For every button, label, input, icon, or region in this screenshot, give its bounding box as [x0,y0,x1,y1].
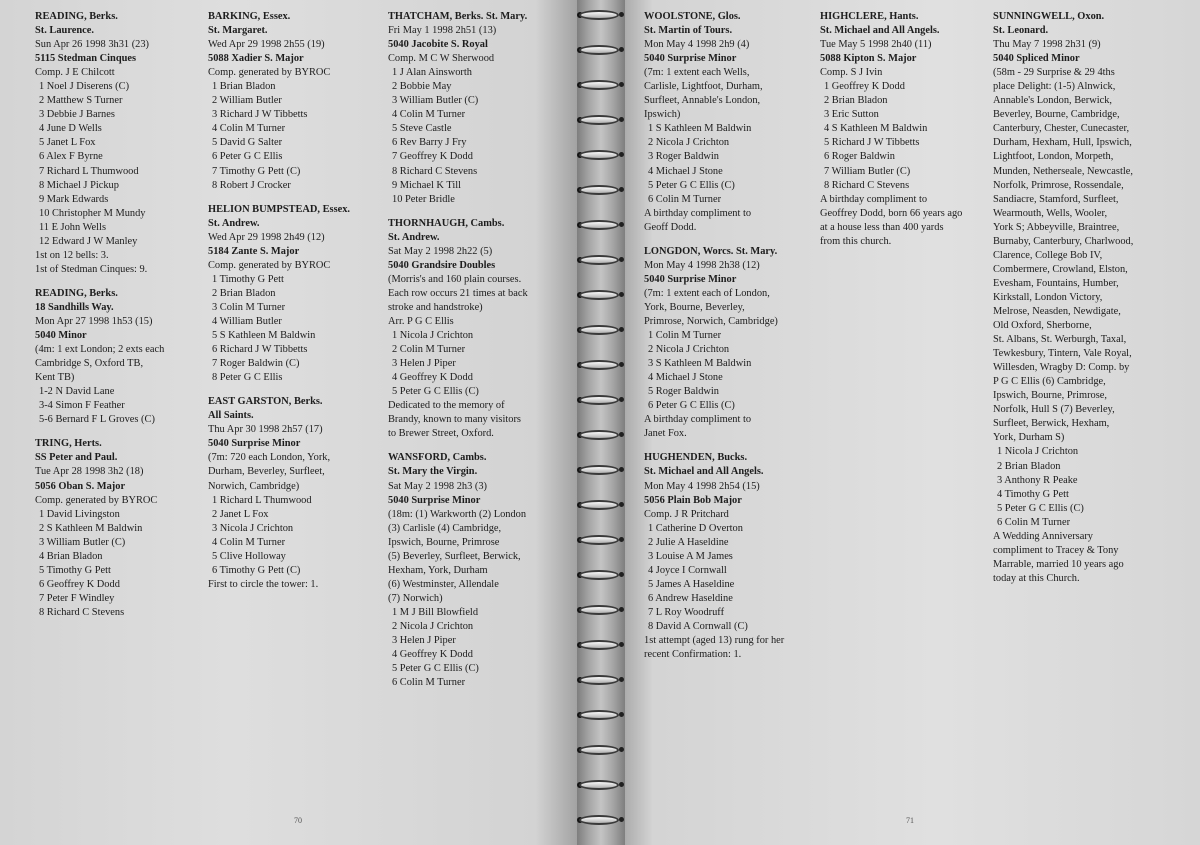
ringer-name: 6 Richard J W Tibbetts [212,344,308,356]
peal-details: P G C Ellis (6) Cambridge, [993,376,1106,388]
peal-footnote: A birthday compliment to [644,207,752,219]
peal-date: Wed Apr 29 1998 2h49 (12) [208,231,325,243]
binding-coil [579,395,623,404]
peal-entry [208,203,383,386]
peal-details: (3) Carlisle (4) Cambridge, [388,522,502,534]
page-number-right: 71 [906,816,914,825]
peal-details: Kirkstall, London Victory, [993,291,1103,303]
peal-footnote: Geoff Dodd. [644,221,697,233]
peal-method: 5040 Surprise Minor [644,273,737,285]
ringer-name: 3-4 Simon F Feather [39,400,125,412]
peal-entry [388,451,568,690]
peal-date: Thu May 7 1998 2h31 (9) [993,39,1101,51]
peal-method: 5040 Surprise Minor [208,438,301,450]
peal-details: Norwich, Cambridge) [208,480,300,492]
ringer-name: 2 Brian Bladon [997,460,1061,472]
peal-details: Old Oxford, Sherborne, [993,320,1092,332]
ringer-name: 4 Geoffrey K Dodd [392,649,473,661]
ringer-name: 6 Roger Baldwin [824,151,895,163]
peal-details: (5) Beverley, Surfleet, Berwick, [388,550,521,562]
peal-date: Mon May 4 1998 2h9 (4) [644,39,750,51]
peal-details: Munden, Netherseale, Newcastle, [993,165,1133,177]
right-column-1 [644,10,819,672]
ringer-name: 6 Colin M Turner [997,516,1071,528]
ringer-name: 5 Timothy G Pett [39,564,111,576]
peal-details: Arr. P G C Ellis [388,315,454,327]
peal-method: 5184 Zante S. Major [208,245,300,257]
binding-coil [579,605,623,614]
peal-date: Mon May 4 1998 2h54 (15) [644,480,760,492]
peal-footnote: at a house less than 400 yards [820,221,944,233]
ringer-name: 8 Robert J Crocker [212,179,291,191]
peal-details: Sandiacre, Stamford, Surfleet, [993,193,1119,205]
peal-details: Comp. generated by BYROC [208,259,331,271]
peal-location: THATCHAM, Berks. St. Mary. [388,11,528,22]
ringer-name: 2 S Kathleen M Baldwin [39,522,143,534]
ringer-name: 6 Colin M Turner [648,193,722,205]
ringer-name: 3 Helen J Piper [392,635,456,647]
binding-coil [579,500,623,509]
ringer-name: 2 Julie A Haseldine [648,536,729,548]
peal-location: St. Laurence. [35,25,94,37]
peal-method: 5088 Xadier S. Major [208,53,304,65]
ringer-name: 1 M J Bill Blowfield [392,606,479,618]
peal-details: Canterbury, Chester, Cunecaster, [993,123,1130,135]
peal-details: Ipswich) [644,109,681,121]
binding-coil [579,430,623,439]
peal-details: (7m: 1 extent each Wells, [644,67,750,79]
peal-entry [35,437,195,620]
ringer-name: 8 Michael J Pickup [39,179,119,191]
peal-details: Norfolk, Primrose, Rossendale, [993,179,1124,191]
peal-entry [644,451,819,662]
left-column-2 [208,10,383,602]
peal-footnote: 1st attempt (aged 13) rung for her [644,635,785,647]
ringer-name: 6 Peter G C Ellis (C) [648,400,735,412]
ringer-name: 1 David Livingston [39,508,120,520]
peal-footnote: recent Confirmation: 1. [644,649,742,661]
peal-location: St. Martin of Tours. [644,25,733,37]
ringer-name: 7 Geoffrey K Dodd [392,151,473,163]
ringer-name: 3 Richard J W Tibbetts [212,109,308,121]
ringer-name: 1 Richard L Thumwood [212,494,312,506]
ringer-name: 6 Rev Barry J Fry [392,137,467,149]
ringer-name: 5 Peter G C Ellis (C) [648,179,735,191]
peal-details: York S; Abbeyville, Braintree, [993,221,1120,233]
binding-coil [579,220,623,229]
ringer-name: 1 J Alan Ainsworth [392,67,472,79]
peal-footnote: Janet Fox. [644,428,687,440]
peal-entry [388,217,568,442]
binding-coil [579,710,623,719]
peal-date: Wed Apr 29 1998 2h55 (19) [208,39,325,51]
binding-coil [579,535,623,544]
peal-entry [993,10,1178,586]
binding-coil [579,675,623,684]
ringer-name: 11 E John Wells [39,221,106,233]
peal-details: York, Bourne, Beverley, [644,301,745,313]
peal-footnote: A birthday compliment to [820,193,928,205]
peal-details: Beverley, Bourne, Cambridge, [993,109,1120,121]
peal-details: Clarence, College Bob IV, [993,249,1103,261]
ringer-name: 3 Roger Baldwin [648,151,719,163]
peal-date: Tue May 5 1998 2h40 (11) [820,39,932,51]
binding-coil [579,10,623,19]
spiral-binding [577,0,625,845]
ringer-name: 4 Michael J Stone [648,165,723,177]
ringer-name: 2 Janet L Fox [212,508,269,520]
peal-details: (18m: (1) Warkworth (2) London [388,508,527,520]
peal-location: THORNHAUGH, Cambs. [388,217,505,229]
peal-details: Hexham, York, Durham [388,564,488,576]
ringer-name: 7 William Butler (C) [824,165,911,177]
ringer-name: 3 Louise A M James [648,550,733,562]
ringer-name: 2 William Butler [212,95,282,107]
peal-location: WOOLSTONE, Glos. [644,11,741,22]
binding-coil [579,465,623,474]
peal-footnote: compliment to Tracey & Tony [993,544,1119,556]
ringer-name: 4 Geoffrey K Dodd [392,372,473,384]
peal-details: Norfolk, Hull S (7) Beverley, [993,404,1115,416]
ringer-name: 3 William Butler (C) [39,536,126,548]
peal-method: 5040 Grandsire Doubles [388,259,496,271]
peal-location: St. Andrew. [388,231,440,243]
ringer-name: 1 S Kathleen M Baldwin [648,123,752,135]
ringer-name: 1 Nicola J Crichton [997,446,1079,458]
peal-details: St. Albans, St. Werburgh, Taxal, [993,334,1127,346]
ringer-name: 4 William Butler [212,315,282,327]
peal-details: Cambridge S, Oxford TB, [35,358,144,370]
ringer-name: 6 Colin M Turner [392,677,466,689]
peal-details: Annable's London, Berwick, [993,95,1113,107]
peal-footnote: 1st of Stedman Cinques: 9. [35,263,148,275]
peal-date: Sat May 2 1998 2h22 (5) [388,245,493,257]
peal-details: Burnaby, Canterbury, Charlwood, [993,235,1134,247]
peal-location: St. Leonard. [993,25,1049,37]
peal-details: (58m - 29 Surprise & 29 4ths [993,67,1115,79]
ringer-name: 3 Anthony R Peake [997,474,1078,486]
binding-coil [579,255,623,264]
left-column-1 [35,10,195,630]
ringer-name: 4 Colin M Turner [212,536,286,548]
peal-footnote: from this church. [820,235,892,247]
peal-details: Comp. J E Chilcott [35,67,115,79]
peal-location: All Saints. [208,410,254,422]
peal-location: HIGHCLERE, Hants. [820,11,919,22]
peal-details: (6) Westminster, Allendale [388,578,499,590]
ringer-name: 4 Colin M Turner [392,109,466,121]
peal-footnote: Marrable, married 10 years ago [993,558,1124,570]
left-page [0,0,582,845]
ringer-name: 5 Janet L Fox [39,137,96,149]
peal-location: SS Peter and Paul. [35,452,118,464]
ringer-name: 1-2 N David Lane [39,386,115,398]
ringer-name: 7 Peter F Windley [39,592,115,604]
peal-details: Surfleet, Berwick, Hexham, [993,418,1110,430]
ringer-name: 5 Roger Baldwin [648,386,719,398]
peal-details: Comp. generated by BYROC [208,67,331,79]
peal-location: TRING, Herts. [35,438,102,450]
peal-date: Sat May 2 1998 2h3 (3) [388,480,487,492]
ringer-name: 5 Clive Holloway [212,550,286,562]
ringer-name: 5-6 Bernard F L Groves (C) [39,414,155,426]
peal-footnote: A Wedding Anniversary [993,530,1093,542]
ringer-name: 9 Michael K Till [392,179,461,191]
ringer-name: 7 Roger Baldwin (C) [212,358,300,370]
binding-coil [579,185,623,194]
peal-footnote: Brandy, known to many visitors [388,414,521,426]
peal-entry [208,395,383,592]
ringer-name: 3 Nicola J Crichton [212,522,294,534]
ringer-name: 5 Peter G C Ellis (C) [997,502,1084,514]
peal-location: St. Margaret. [208,25,268,37]
peal-method: 5115 Stedman Cinques [35,53,137,65]
peal-location: READING, Berks. [35,287,118,299]
ringer-name: 4 Brian Bladon [39,550,103,562]
ringer-name: 5 S Kathleen M Baldwin [212,330,316,342]
peal-method: 5056 Oban S. Major [35,480,126,492]
peal-footnote: to Brewer Street, Oxford. [388,428,494,440]
peal-entry [644,245,819,442]
peal-details: Durham, Beverley, Surfleet, [208,466,325,478]
ringer-name: 2 Nicola J Crichton [392,620,474,632]
peal-location: St. Mary the Virgin. [388,466,478,478]
peal-method: 5040 Surprise Minor [388,494,481,506]
ringer-name: 1 Brian Bladon [212,81,276,93]
ringer-name: 6 Alex F Byrne [39,151,103,163]
ringer-name: 8 Richard C Stevens [392,165,478,177]
ringer-name: 5 Steve Castle [392,123,452,135]
peal-details: Comp. J R Pritchard [644,508,729,520]
ringer-name: 8 Peter G C Ellis [212,372,283,384]
binding-coil [579,290,623,299]
peal-footnote: 1st on 12 bells: 3. [35,249,109,261]
peal-location: LONGDON, Worcs. St. Mary. [644,245,778,257]
ringer-name: 4 Joyce I Cornwall [648,564,727,576]
right-page [618,0,1200,845]
ringer-name: 9 Mark Edwards [39,193,109,205]
binding-coil [579,360,623,369]
peal-location: READING, Berks. [35,11,118,22]
peal-footnote: A birthday compliment to [644,414,752,426]
peal-method: 5040 Jacobite S. Royal [388,39,488,51]
left-column-3 [388,10,568,700]
peal-method: 5040 Spliced Minor [993,53,1080,65]
ringer-name: 3 Colin M Turner [212,301,286,313]
peal-details: Durham, Hexham, Hull, Ipswich, [993,137,1132,149]
ringer-name: 3 William Butler (C) [392,95,479,107]
ringer-name: 10 Peter Bridle [392,193,455,205]
peal-date: Thu Apr 30 1998 2h57 (17) [208,424,323,436]
ringer-name: 6 Geoffrey K Dodd [39,578,120,590]
peal-date: Sun Apr 26 1998 3h31 (23) [35,39,150,51]
peal-details: Ipswich, Bourne, Primrose [388,536,500,548]
binding-coil [579,115,623,124]
ringer-name: 3 Eric Sutton [824,109,879,121]
peal-date: Fri May 1 1998 2h51 (13) [388,25,497,37]
peal-footnote: Geoffrey Dodd, born 66 years ago [820,207,963,219]
ringer-name: 5 Peter G C Ellis (C) [392,663,479,675]
peal-details: Kent TB) [35,372,75,384]
peal-method: 5040 Surprise Minor [644,53,737,65]
peal-details: Primrose, Norwich, Cambridge) [644,315,778,327]
peal-location: WANSFORD, Cambs. [388,452,487,464]
right-column-3 [993,10,1178,596]
ringer-name: 4 S Kathleen M Baldwin [824,123,928,135]
peal-entry [820,10,995,249]
ringer-name: 1 Timothy G Pett [212,273,284,285]
peal-details: (7m: 1 extent each of London, [644,287,770,299]
ringer-name: 2 Matthew S Turner [39,95,123,107]
peal-footnote: First to circle the tower: 1. [208,578,319,590]
peal-details: Willesden, Wragby D: Comp. by [993,362,1130,374]
ringer-name: 3 Helen J Piper [392,358,456,370]
peal-method: 5088 Kipton S. Major [820,53,917,65]
ringer-name: 4 Colin M Turner [212,123,286,135]
peal-details: Wearmouth, Wells, Wooler, [993,207,1108,219]
peal-details: Lightfoot, London, Morpeth, [993,151,1114,163]
ringer-name: 5 David G Salter [212,137,283,149]
binding-coil [579,780,623,789]
peal-method: 5056 Plain Bob Major [644,494,742,506]
ringer-name: 4 Timothy G Pett [997,488,1069,500]
ringer-name: 1 Noel J Diserens (C) [39,81,130,93]
peal-details: Melrose, Neasden, Newdigate, [993,305,1121,317]
ringer-name: 5 Peter G C Ellis (C) [392,386,479,398]
ringer-name: 10 Christopher M Mundy [39,207,146,219]
peal-footnote: today at this Church. [993,572,1080,584]
peal-location: HUGHENDEN, Bucks. [644,452,748,464]
ringer-name: 7 Richard L Thumwood [39,165,139,177]
peal-details: (7m: 720 each London, York, [208,452,331,464]
right-column-2 [820,10,995,259]
ringer-name: 12 Edward J W Manley [39,235,138,247]
peal-details: (7) Norwich) [388,592,443,604]
peal-details: place Delight: (1-5) Alnwick, [993,81,1116,93]
ringer-name: 1 Geoffrey K Dodd [824,81,905,93]
ringer-name: 1 Nicola J Crichton [392,330,474,342]
peal-date: Mon Apr 27 1998 1h53 (15) [35,315,153,327]
ringer-name: 1 Colin M Turner [648,330,722,342]
ringer-name: 6 Peter G C Ellis [212,151,283,163]
ringer-name: 2 Bobbie May [392,81,452,93]
ringer-name: 6 Timothy G Pett (C) [212,564,301,576]
peal-details: Comp. generated by BYROC [35,494,158,506]
peal-location: SUNNINGWELL, Oxon. [993,11,1105,22]
ringer-name: 8 Richard C Stevens [824,179,910,191]
peal-details: Comp. S J Ivin [820,67,883,79]
ringer-name: 4 Michael J Stone [648,372,723,384]
ringer-name: 8 David A Cornwall (C) [648,620,748,632]
peal-footnote: Dedicated to the memory of [388,400,505,412]
peal-details: stroke and handstroke) [388,301,483,313]
peal-location: HELION BUMPSTEAD, Essex. [208,203,351,215]
peal-details: Surfleet, Annable's London, [644,95,761,107]
peal-details: Carlisle, Lightfoot, Durham, [644,81,763,93]
ringer-name: 2 Nicola J Crichton [648,344,730,356]
peal-location: BARKING, Essex. [208,11,291,22]
ringer-name: 5 Richard J W Tibbetts [824,137,920,149]
ringer-name: 1 Catherine D Overton [648,522,743,534]
peal-entry [35,10,195,277]
peal-location: St. Andrew. [208,217,260,229]
ringer-name: 6 Andrew Haseldine [648,592,733,604]
peal-details: Each row occurs 21 times at back [388,287,528,299]
peal-entry [388,10,568,207]
binding-coil [579,150,623,159]
binding-coil [579,80,623,89]
ringer-name: 3 Debbie J Barnes [39,109,115,121]
peal-date: Mon May 4 1998 2h38 (12) [644,259,760,271]
peal-details: Combermere, Crowland, Elston, [993,263,1128,275]
binding-coil [579,325,623,334]
ringer-name: 2 Brian Bladon [824,95,888,107]
page-number-left: 70 [294,816,302,825]
peal-details: Comp. M C W Sherwood [388,53,495,65]
peal-details: (4m: 1 ext London; 2 exts each [35,344,165,356]
ringer-name: 5 James A Haseldine [648,578,735,590]
ringer-name: 4 June D Wells [39,123,102,135]
peal-details: Tewkesbury, Tintern, Vale Royal, [993,348,1132,360]
ringer-name: 7 L Roy Woodruff [648,606,725,618]
peal-method: 5040 Minor [35,330,87,342]
peal-entry [644,10,819,235]
peal-details: Ipswich, Bourne, Primrose, [993,390,1107,402]
binding-coil [579,45,623,54]
peal-details: Evesham, Fountains, Humber, [993,277,1119,289]
peal-location: 18 Sandhills Way. [35,301,114,313]
binding-coil [579,570,623,579]
ringer-name: 3 S Kathleen M Baldwin [648,358,752,370]
ringer-name: 7 Timothy G Pett (C) [212,165,301,177]
peal-location: EAST GARSTON, Berks. [208,396,323,408]
peal-date: Tue Apr 28 1998 3h2 (18) [35,466,144,478]
binding-coil [579,815,623,824]
binding-coil [579,640,623,649]
peal-details: York, Durham S) [993,432,1065,444]
peal-entry [208,10,383,193]
peal-location: St. Michael and All Angels. [820,25,940,37]
peal-details: (Morris's and 160 plain courses. [388,273,522,285]
peal-entry [35,287,195,427]
ringer-name: 2 Colin M Turner [392,344,466,356]
ringer-name: 2 Brian Bladon [212,287,276,299]
binding-coil [579,745,623,754]
ringer-name: 2 Nicola J Crichton [648,137,730,149]
ringer-name: 8 Richard C Stevens [39,606,125,618]
peal-location: St. Michael and All Angels. [644,466,764,478]
